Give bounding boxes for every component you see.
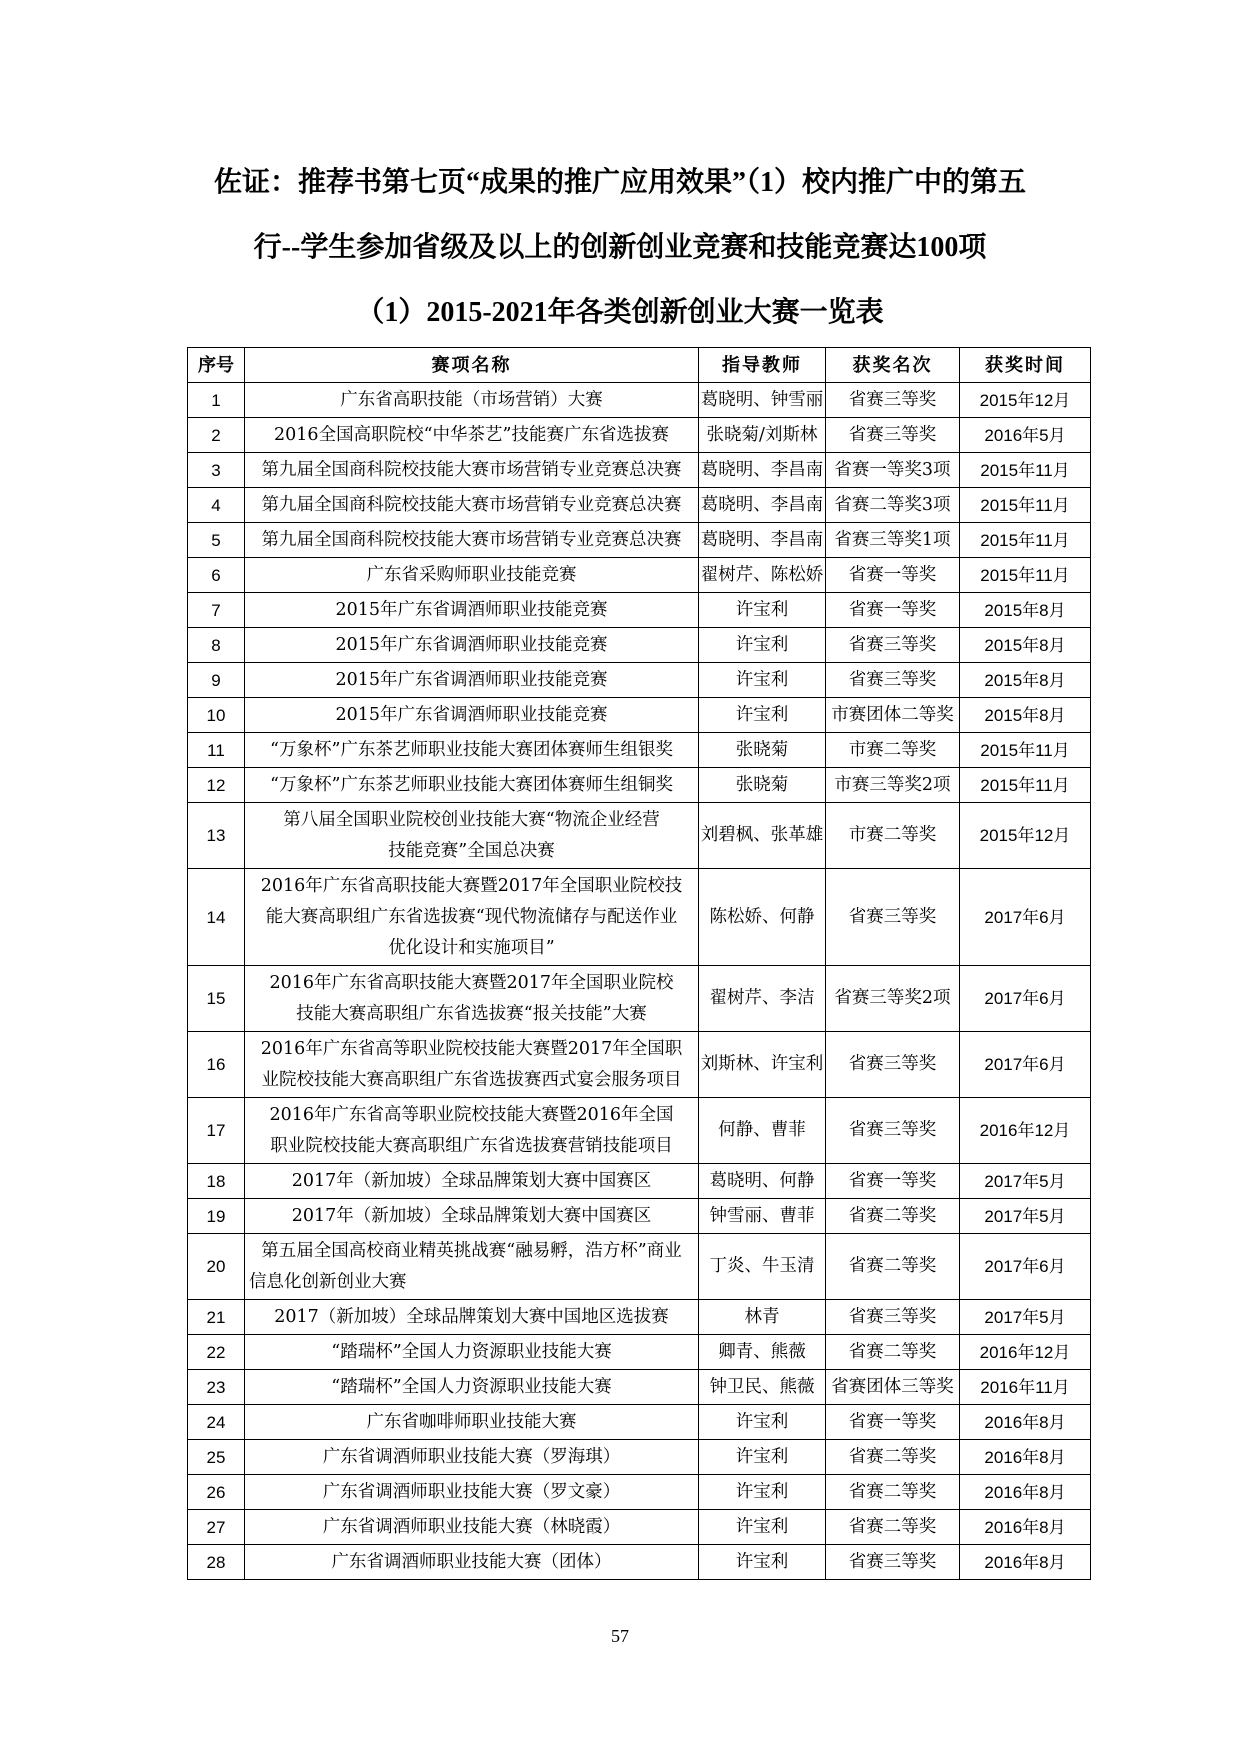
table-row <box>188 1510 1091 1545</box>
table-row <box>188 453 1091 488</box>
cell-seq: 16 <box>188 1032 245 1098</box>
table-row <box>188 628 1091 663</box>
cell-advisor: 张晓菊/刘斯林 <box>699 418 826 453</box>
competition-name-line: “万象杯”广东茶艺师职业技能大赛团体赛师生组银奖 <box>270 739 673 760</box>
table-row <box>188 1032 1091 1098</box>
cell-date: 2015年11月 <box>960 453 1091 488</box>
cell-competition <box>245 803 699 869</box>
competition-name-line: 广东省采购师职业技能竞赛 <box>366 564 577 585</box>
cell-advisor: 何静、曹菲 <box>699 1098 826 1164</box>
table-row <box>188 1164 1091 1199</box>
cell-date: 2016年11月 <box>960 1370 1091 1405</box>
cell-seq: 20 <box>188 1234 245 1300</box>
cell-seq: 19 <box>188 1199 245 1234</box>
cell-date: 2015年11月 <box>960 768 1091 803</box>
competition-name-line: “踏瑞杯”全国人力资源职业技能大赛 <box>331 1376 612 1397</box>
cell-competition <box>245 698 699 733</box>
cell-award: 省赛一等奖3项 <box>826 453 960 488</box>
cell-date: 2016年8月 <box>960 1510 1091 1545</box>
cell-date: 2015年8月 <box>960 663 1091 698</box>
table-row <box>188 869 1091 966</box>
cell-award: 省赛三等奖 <box>826 418 960 453</box>
cell-date: 2015年8月 <box>960 698 1091 733</box>
cell-date: 2017年6月 <box>960 1234 1091 1300</box>
cell-date: 2015年11月 <box>960 523 1091 558</box>
cell-competition <box>245 383 699 418</box>
competition-name-line: 第九届全国商科院校技能大赛市场营销专业竞赛总决赛 <box>261 529 682 550</box>
cell-date: 2015年11月 <box>960 733 1091 768</box>
cell-award: 省赛三等奖 <box>826 663 960 698</box>
cell-competition <box>245 453 699 488</box>
cell-seq: 2 <box>188 418 245 453</box>
cell-competition <box>245 1475 699 1510</box>
cell-advisor: 许宝利 <box>699 1440 826 1475</box>
cell-advisor: 葛晓明、李昌南 <box>699 453 826 488</box>
cell-date: 2015年11月 <box>960 488 1091 523</box>
cell-advisor: 葛晓明、何静 <box>699 1164 826 1199</box>
cell-competition <box>245 1234 699 1300</box>
competition-name-line: 2016年广东省高等职业院校技能大赛暨2016年全国 <box>269 1104 674 1125</box>
competition-name-line: “踏瑞杯”全国人力资源职业技能大赛 <box>331 1341 612 1362</box>
competition-name-line: 第九届全国商科院校技能大赛市场营销专业竞赛总决赛 <box>261 494 682 515</box>
cell-seq: 27 <box>188 1510 245 1545</box>
cell-date: 2016年5月 <box>960 418 1091 453</box>
cell-seq: 15 <box>188 966 245 1032</box>
cell-award: 省赛二等奖3项 <box>826 488 960 523</box>
table-row <box>188 768 1091 803</box>
cell-competition <box>245 593 699 628</box>
cell-competition <box>245 1545 699 1580</box>
cell-competition <box>245 1199 699 1234</box>
competition-name-line: 广东省调酒师职业技能大赛（林晓霞） <box>322 1516 621 1537</box>
table-row <box>188 1199 1091 1234</box>
cell-advisor: 钟卫民、熊薇 <box>699 1370 826 1405</box>
cell-advisor: 翟树芹、李洁 <box>699 966 826 1032</box>
table-row <box>188 1370 1091 1405</box>
cell-award: 市赛团体二等奖 <box>826 698 960 733</box>
cell-date: 2015年8月 <box>960 593 1091 628</box>
cell-advisor: 丁炎、牛玉清 <box>699 1234 826 1300</box>
cell-seq: 21 <box>188 1300 245 1335</box>
table-row <box>188 1300 1091 1335</box>
cell-seq: 3 <box>188 453 245 488</box>
competition-name-line: 2015年广东省调酒师职业技能竞赛 <box>335 704 608 725</box>
competition-name-line: 信息化创新创业大赛 <box>249 1271 407 1292</box>
cell-award: 省赛三等奖2项 <box>826 966 960 1032</box>
table-row <box>188 1440 1091 1475</box>
competition-name-line: “万象杯”广东茶艺师职业技能大赛团体赛师生组铜奖 <box>270 774 673 795</box>
cell-advisor: 卿青、熊薇 <box>699 1335 826 1370</box>
competition-name-line: 2015年广东省调酒师职业技能竞赛 <box>335 669 608 690</box>
cell-award: 省赛三等奖 <box>826 1545 960 1580</box>
cell-award: 省赛三等奖 <box>826 1300 960 1335</box>
cell-seq: 11 <box>188 733 245 768</box>
cell-competition <box>245 488 699 523</box>
competition-name-line: 2016年广东省高职技能大赛暨2017年全国职业院校 <box>269 972 674 993</box>
cell-date: 2016年8月 <box>960 1545 1091 1580</box>
cell-competition <box>245 966 699 1032</box>
competition-name-line: 2015年广东省调酒师职业技能竞赛 <box>335 634 608 655</box>
cell-award: 市赛三等奖2项 <box>826 768 960 803</box>
cell-award: 省赛三等奖 <box>826 1032 960 1098</box>
competition-name-line: 广东省调酒师职业技能大赛（罗海琪） <box>322 1446 621 1467</box>
cell-award: 市赛二等奖 <box>826 803 960 869</box>
cell-advisor: 许宝利 <box>699 593 826 628</box>
cell-competition <box>245 1098 699 1164</box>
table-row <box>188 698 1091 733</box>
cell-seq: 25 <box>188 1440 245 1475</box>
cell-award: 省赛团体三等奖 <box>826 1370 960 1405</box>
cell-award: 省赛一等奖 <box>826 1164 960 1199</box>
cell-seq: 26 <box>188 1475 245 1510</box>
cell-award: 省赛二等奖 <box>826 1475 960 1510</box>
competition-name-line: 2017（新加坡）全球品牌策划大赛中国地区选拔赛 <box>274 1306 669 1327</box>
cell-seq: 18 <box>188 1164 245 1199</box>
competition-name-line: 优化设计和实施项目” <box>388 937 555 958</box>
cell-date: 2017年6月 <box>960 1032 1091 1098</box>
cell-advisor: 刘斯林、许宝利 <box>699 1032 826 1098</box>
cell-competition <box>245 1032 699 1098</box>
competition-name-line: 广东省咖啡师职业技能大赛 <box>366 1411 577 1432</box>
competition-name-line: 2016全国高职院校“中华茶艺”技能赛广东省选拔赛 <box>274 424 669 445</box>
cell-competition <box>245 1300 699 1335</box>
cell-competition <box>245 558 699 593</box>
cell-advisor: 张晓菊 <box>699 768 826 803</box>
page-number: 57 <box>611 1626 629 1646</box>
cell-seq: 6 <box>188 558 245 593</box>
cell-award: 省赛二等奖 <box>826 1234 960 1300</box>
table-row <box>188 558 1091 593</box>
cell-seq: 12 <box>188 768 245 803</box>
table-header <box>188 348 1091 383</box>
table-row <box>188 383 1091 418</box>
competition-name-line: 技能大赛高职组广东省选拔赛“报关技能”大赛 <box>296 1003 647 1024</box>
cell-seq: 8 <box>188 628 245 663</box>
table-row <box>188 733 1091 768</box>
cell-competition <box>245 1405 699 1440</box>
cell-advisor: 张晓菊 <box>699 733 826 768</box>
cell-seq: 17 <box>188 1098 245 1164</box>
cell-advisor: 许宝利 <box>699 1405 826 1440</box>
cell-advisor: 翟树芹、陈松娇 <box>699 558 826 593</box>
header-date: 获奖时间 <box>960 348 1091 383</box>
cell-competition <box>245 1335 699 1370</box>
competition-name-line: 业院校技能大赛高职组广东省选拔赛西式宴会服务项目 <box>261 1069 682 1090</box>
table-row <box>188 418 1091 453</box>
cell-advisor: 葛晓明、钟雪丽 <box>699 383 826 418</box>
table-row <box>188 593 1091 628</box>
competition-name-line: 广东省调酒师职业技能大赛（团体） <box>331 1551 612 1572</box>
cell-advisor: 许宝利 <box>699 1510 826 1545</box>
cell-competition <box>245 1370 699 1405</box>
cell-competition <box>245 418 699 453</box>
document-title <box>0 150 1240 345</box>
cell-advisor: 许宝利 <box>699 698 826 733</box>
cell-date: 2015年8月 <box>960 628 1091 663</box>
cell-date: 2016年8月 <box>960 1475 1091 1510</box>
table-row <box>188 1335 1091 1370</box>
cell-competition <box>245 1440 699 1475</box>
table-row <box>188 966 1091 1032</box>
cell-award: 省赛三等奖 <box>826 1098 960 1164</box>
cell-advisor: 陈松娇、何静 <box>699 869 826 966</box>
cell-award: 省赛三等奖 <box>826 628 960 663</box>
cell-award: 市赛二等奖 <box>826 733 960 768</box>
table-row <box>188 488 1091 523</box>
cell-competition <box>245 663 699 698</box>
competition-name-line: 2017年（新加坡）全球品牌策划大赛中国赛区 <box>291 1170 652 1191</box>
cell-competition <box>245 628 699 663</box>
cell-seq: 24 <box>188 1405 245 1440</box>
cell-date: 2017年6月 <box>960 966 1091 1032</box>
cell-date: 2017年5月 <box>960 1199 1091 1234</box>
cell-seq: 5 <box>188 523 245 558</box>
cell-competition <box>245 768 699 803</box>
cell-seq: 13 <box>188 803 245 869</box>
competition-name-line: 2017年（新加坡）全球品牌策划大赛中国赛区 <box>291 1205 652 1226</box>
table-row <box>188 1405 1091 1440</box>
table-row <box>188 523 1091 558</box>
competition-name-line: 第九届全国商科院校技能大赛市场营销专业竞赛总决赛 <box>261 459 682 480</box>
cell-seq: 9 <box>188 663 245 698</box>
title-line-1: 佐证：推荐书第七页“成果的推广应用效果”（1）校内推广中的第五 <box>213 167 1026 198</box>
header-advisor: 指导教师 <box>699 348 826 383</box>
cell-date: 2017年5月 <box>960 1300 1091 1335</box>
cell-advisor: 葛晓明、李昌南 <box>699 523 826 558</box>
competition-name-line: 第八届全国职业院校创业技能大赛“物流企业经营 <box>283 809 660 830</box>
header-award: 获奖名次 <box>826 348 960 383</box>
cell-advisor: 钟雪丽、曹菲 <box>699 1199 826 1234</box>
competition-name-line: 职业院校技能大赛高职组广东省选拔赛营销技能项目 <box>270 1135 673 1156</box>
cell-award: 省赛二等奖 <box>826 1510 960 1545</box>
cell-seq: 1 <box>188 383 245 418</box>
competition-name-line: 能大赛高职组广东省选拔赛“现代物流储存与配送作业 <box>265 906 678 927</box>
cell-award: 省赛三等奖1项 <box>826 523 960 558</box>
cell-award: 省赛一等奖 <box>826 558 960 593</box>
cell-award: 省赛二等奖 <box>826 1335 960 1370</box>
cell-advisor: 许宝利 <box>699 1545 826 1580</box>
table-row <box>188 1545 1091 1580</box>
cell-date: 2016年12月 <box>960 1335 1091 1370</box>
table-caption: （1）2015-2021年各类创新创业大赛一览表 <box>356 297 884 328</box>
cell-award: 省赛二等奖 <box>826 1199 960 1234</box>
competition-name-line: 技能竞赛”全国总决赛 <box>388 840 555 861</box>
cell-competition <box>245 1510 699 1545</box>
cell-date: 2015年12月 <box>960 383 1091 418</box>
cell-date: 2016年8月 <box>960 1405 1091 1440</box>
cell-award: 省赛二等奖 <box>826 1440 960 1475</box>
cell-seq: 28 <box>188 1545 245 1580</box>
cell-award: 省赛三等奖 <box>826 869 960 966</box>
cell-advisor: 许宝利 <box>699 1475 826 1510</box>
header-row <box>188 348 1091 383</box>
title-line-2: 行--学生参加省级及以上的创新创业竞赛和技能竞赛达100项 <box>253 232 987 263</box>
competition-name-line: 2016年广东省高等职业院校技能大赛暨2017年全国职 <box>260 1038 683 1059</box>
cell-award: 省赛一等奖 <box>826 1405 960 1440</box>
table-row <box>188 803 1091 869</box>
table-row <box>188 1234 1091 1300</box>
cell-advisor: 葛晓明、李昌南 <box>699 488 826 523</box>
cell-competition <box>245 869 699 966</box>
cell-advisor: 刘碧枫、张革雄 <box>699 803 826 869</box>
header-seq: 序号 <box>188 348 245 383</box>
cell-date: 2016年8月 <box>960 1440 1091 1475</box>
cell-seq: 23 <box>188 1370 245 1405</box>
cell-award: 省赛三等奖 <box>826 383 960 418</box>
cell-advisor: 林青 <box>699 1300 826 1335</box>
cell-competition <box>245 1164 699 1199</box>
cell-seq: 4 <box>188 488 245 523</box>
cell-date: 2015年12月 <box>960 803 1091 869</box>
cell-advisor: 许宝利 <box>699 628 826 663</box>
table-row <box>188 663 1091 698</box>
table-row <box>188 1098 1091 1164</box>
cell-date: 2015年11月 <box>960 558 1091 593</box>
competition-name-line: 2016年广东省高职技能大赛暨2017年全国职业院校技 <box>260 875 683 896</box>
competition-name-line: 2015年广东省调酒师职业技能竞赛 <box>335 599 608 620</box>
cell-competition <box>245 733 699 768</box>
cell-date: 2017年6月 <box>960 869 1091 966</box>
cell-seq: 22 <box>188 1335 245 1370</box>
competition-name-line: 第五届全国高校商业精英挑战赛“融易孵，浩方杯”商业 <box>261 1240 682 1261</box>
competition-name-line: 广东省调酒师职业技能大赛（罗文豪） <box>322 1481 621 1502</box>
cell-seq: 10 <box>188 698 245 733</box>
cell-date: 2017年5月 <box>960 1164 1091 1199</box>
cell-seq: 14 <box>188 869 245 966</box>
cell-seq: 7 <box>188 593 245 628</box>
header-competition: 赛项名称 <box>245 348 699 383</box>
cell-award: 省赛一等奖 <box>826 593 960 628</box>
cell-competition <box>245 523 699 558</box>
awards-table <box>187 347 1091 1580</box>
table-row <box>188 1475 1091 1510</box>
cell-advisor: 许宝利 <box>699 663 826 698</box>
cell-date: 2016年12月 <box>960 1098 1091 1164</box>
competition-name-line: 广东省高职技能（市场营销）大赛 <box>340 389 603 410</box>
table-body <box>188 383 1091 1580</box>
